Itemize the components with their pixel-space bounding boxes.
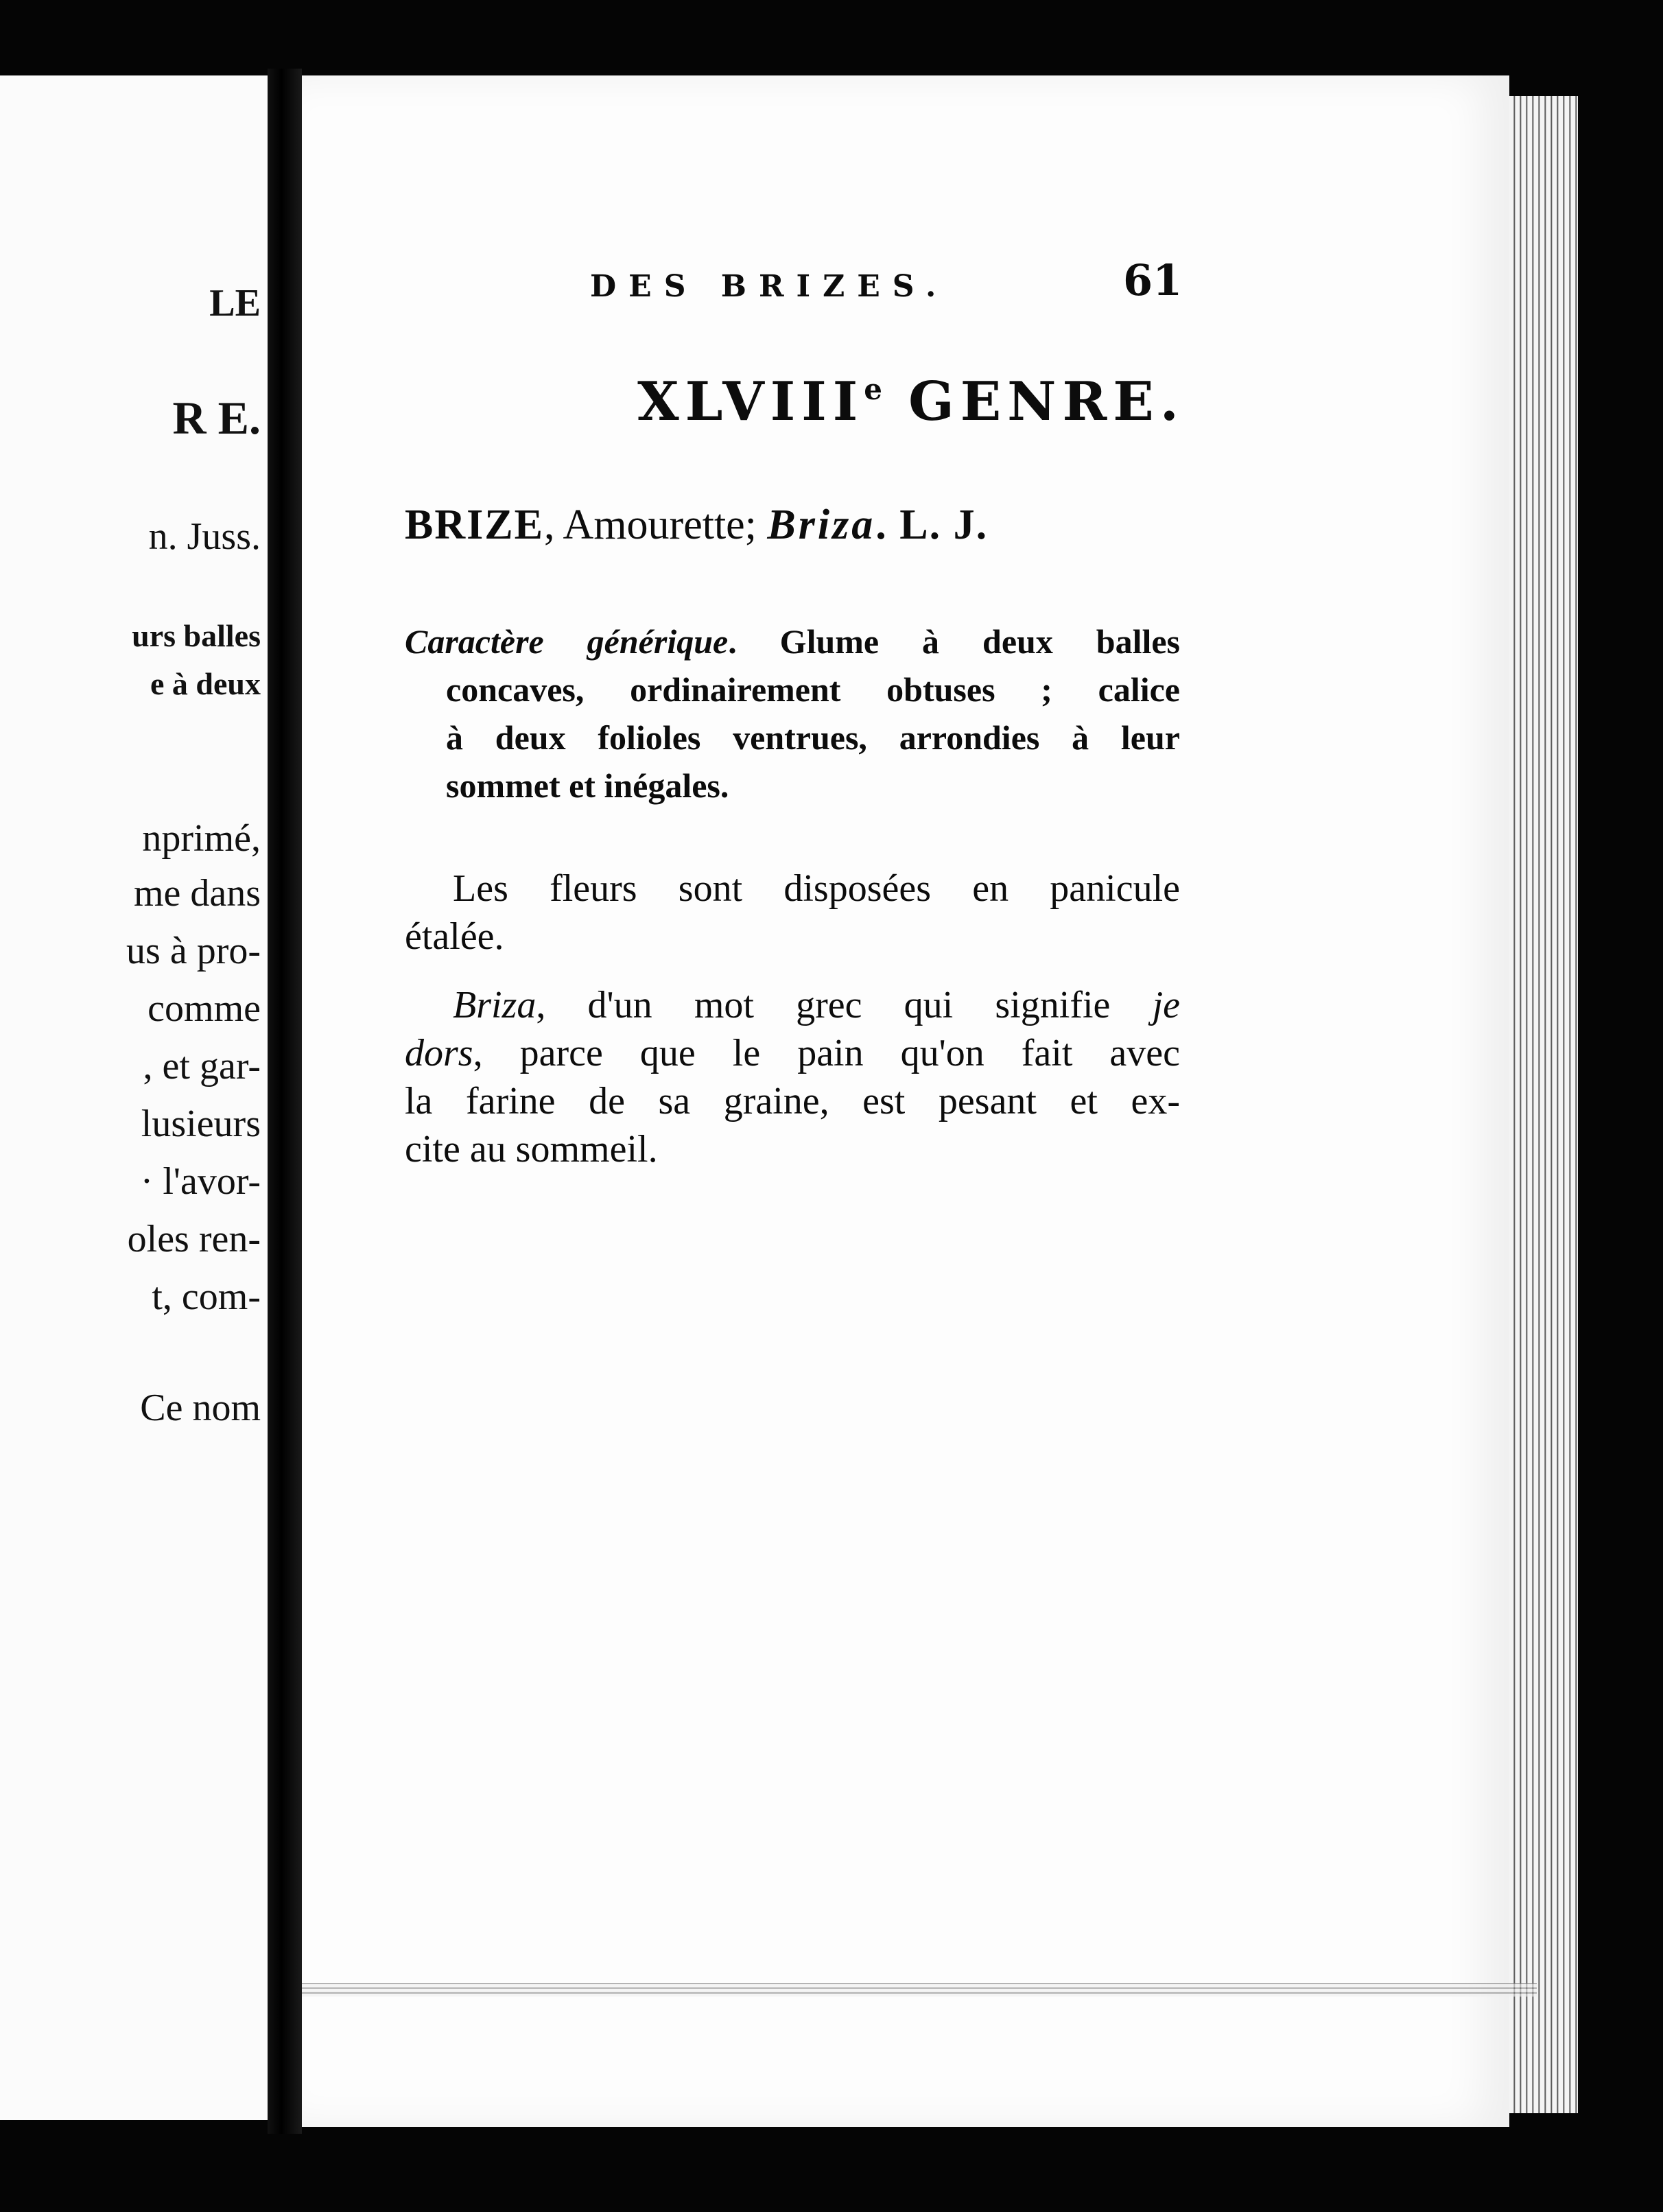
left-line: e à deux [150, 666, 261, 701]
genre-numeral: XLVIII [637, 370, 864, 433]
genus-name: BRIZE [405, 502, 544, 548]
page-number: 61 [1123, 255, 1183, 305]
paragraph-line: Briza, d'un mot grec qui signifie je [453, 984, 1180, 1026]
paragraph-line: la farine de sa graine, est pesant et ex- [405, 1080, 1180, 1122]
paragraph-line: cite au sommeil. [405, 1128, 658, 1170]
left-line: · l'avor- [140, 1160, 261, 1203]
left-line: oles ren- [127, 1218, 261, 1260]
genus-common-name: , Amourette; [543, 502, 768, 548]
paragraph-line: Les fleurs sont disposées en panicule [453, 867, 1180, 910]
genre-word: GENRE. [908, 370, 1185, 433]
genre-ordinal-suffix: e [864, 373, 884, 406]
genre-title [302, 370, 1520, 433]
paragraph-line: étalée. [405, 915, 504, 958]
left-line: nprimé, [142, 817, 261, 860]
left-line: t, com- [152, 1275, 261, 1318]
page-bottom-edge [302, 1983, 1537, 1997]
paragraph-line: dors, parce que le pain qu'on fait avec [405, 1032, 1180, 1074]
genus-latin-name: Briza [767, 502, 876, 548]
genus-heading [405, 501, 988, 550]
character-line: concaves, ordinairement obtuses ; calice [446, 670, 1180, 709]
left-line: us à pro- [126, 930, 261, 972]
left-line: R E. [172, 392, 261, 444]
paragraph-flowers [405, 864, 1180, 961]
character-line: à deux folioles ventrues, arrondies à leur [446, 718, 1180, 757]
generic-character-block [405, 617, 1180, 810]
left-line: , et gar- [143, 1045, 261, 1087]
main-page [302, 75, 1509, 2127]
character-line: Caractère générique. Glume à deux balles [405, 622, 1181, 661]
genus-authority: . L. J. [875, 502, 989, 548]
character-line: sommet et inégales. [446, 766, 729, 805]
left-line: LE [209, 282, 261, 325]
book-gutter [268, 69, 302, 2134]
left-line: Ce nom [140, 1387, 261, 1429]
left-line: me dans [133, 872, 261, 915]
left-page-fragment [0, 75, 268, 2120]
running-head: DES BRIZES. [590, 269, 949, 304]
paragraph-etymology [405, 981, 1180, 1173]
left-line: urs balles [132, 618, 261, 653]
left-line: n. Juss. [148, 515, 261, 558]
left-line: comme [148, 987, 261, 1030]
character-label: Caractère générique [405, 622, 729, 661]
left-line: lusieurs [141, 1103, 261, 1145]
